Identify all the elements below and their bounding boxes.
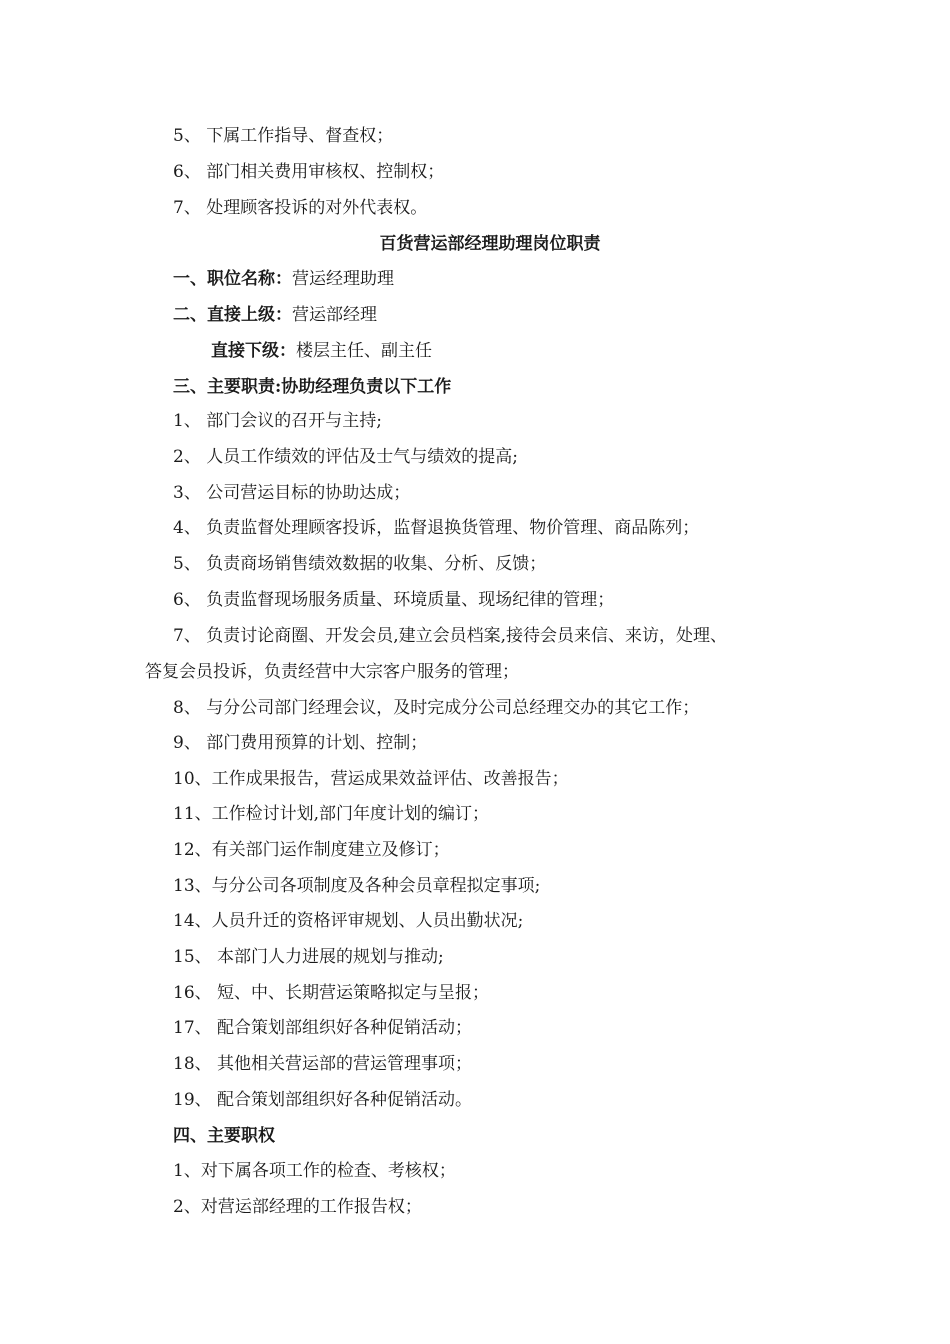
section-rights-heading: 四、主要职权 bbox=[173, 1126, 275, 1146]
duty-item: 11、工作检讨计划,部门年度计划的编订； bbox=[173, 804, 490, 824]
duty-item: 15、 本部门人力进展的规划与推动; bbox=[173, 947, 444, 967]
duty-item: 16、 短、中、长期营运策略拟定与呈报； bbox=[173, 983, 490, 1003]
section-position-label: 一、职位名称： bbox=[173, 269, 292, 289]
top-item-7: 7、 处理顾客投诉的对外代表权。 bbox=[173, 198, 428, 218]
duty-item: 19、 配合策划部组织好各种促销活动。 bbox=[173, 1090, 473, 1110]
right-item: 1、对下属各项工作的检查、考核权； bbox=[173, 1161, 456, 1181]
duty-item: 17、 配合策划部组织好各种促销活动； bbox=[173, 1018, 473, 1038]
top-item-5: 5、 下属工作指导、督查权； bbox=[173, 126, 394, 146]
section-superior-value: 营运部经理 bbox=[292, 305, 377, 325]
right-item: 2、对营运部经理的工作报告权； bbox=[173, 1197, 422, 1217]
duty-item: 10、工作成果报告，营运成果效益评估、改善报告； bbox=[173, 769, 569, 789]
duty-item: 8、 与分公司部门经理会议，及时完成分公司总经理交办的其它工作； bbox=[173, 698, 700, 718]
duty-item: 12、有关部门运作制度建立及修订； bbox=[173, 840, 450, 860]
duty-item: 9、 部门费用预算的计划、控制； bbox=[173, 733, 428, 753]
duty-item: 5、 负责商场销售绩效数据的收集、分析、反馈； bbox=[173, 554, 547, 574]
duty-item: 13、与分公司各项制度及各种会员章程拟定事项; bbox=[173, 876, 541, 896]
duty-item: 1、 部门会议的召开与主持; bbox=[173, 411, 382, 431]
section-duties-heading: 三、主要职责:协助经理负责以下工作 bbox=[173, 377, 452, 397]
duty-item: 3、 公司营运目标的协助达成； bbox=[173, 483, 411, 503]
section-superior bbox=[173, 304, 377, 326]
duty-item: 6、 负责监督现场服务质量、环境质量、现场纪律的管理； bbox=[173, 590, 615, 610]
section-subordinate-value: 楼层主任、副主任 bbox=[296, 341, 432, 361]
duty-item: 2、 人员工作绩效的评估及士气与绩效的提高; bbox=[173, 447, 518, 467]
section-subordinate-label: 直接下级： bbox=[211, 341, 296, 361]
document-title: 百货营运部经理助理岗位职责 bbox=[379, 234, 601, 254]
top-item-6: 6、 部门相关费用审核权、控制权； bbox=[173, 162, 445, 182]
section-position-value: 营运经理助理 bbox=[292, 269, 394, 289]
section-position-name bbox=[173, 268, 394, 290]
duty-item: 18、 其他相关营运部的营运管理事项； bbox=[173, 1054, 473, 1074]
duty-item: 7、 负责讨论商圈、开发会员,建立会员档案,接待会员来信、来访，处理、 bbox=[173, 626, 728, 646]
section-superior-label: 二、直接上级： bbox=[173, 305, 292, 325]
section-subordinate bbox=[211, 340, 432, 362]
duty-item: 4、 负责监督处理顾客投诉，监督退换货管理、物价管理、商品陈列； bbox=[173, 518, 700, 538]
duty-item-continuation: 答复会员投诉，负责经营中大宗客户服务的管理； bbox=[145, 662, 519, 682]
duty-item: 14、人员升迁的资格评审规划、人员出勤状况; bbox=[173, 911, 524, 931]
